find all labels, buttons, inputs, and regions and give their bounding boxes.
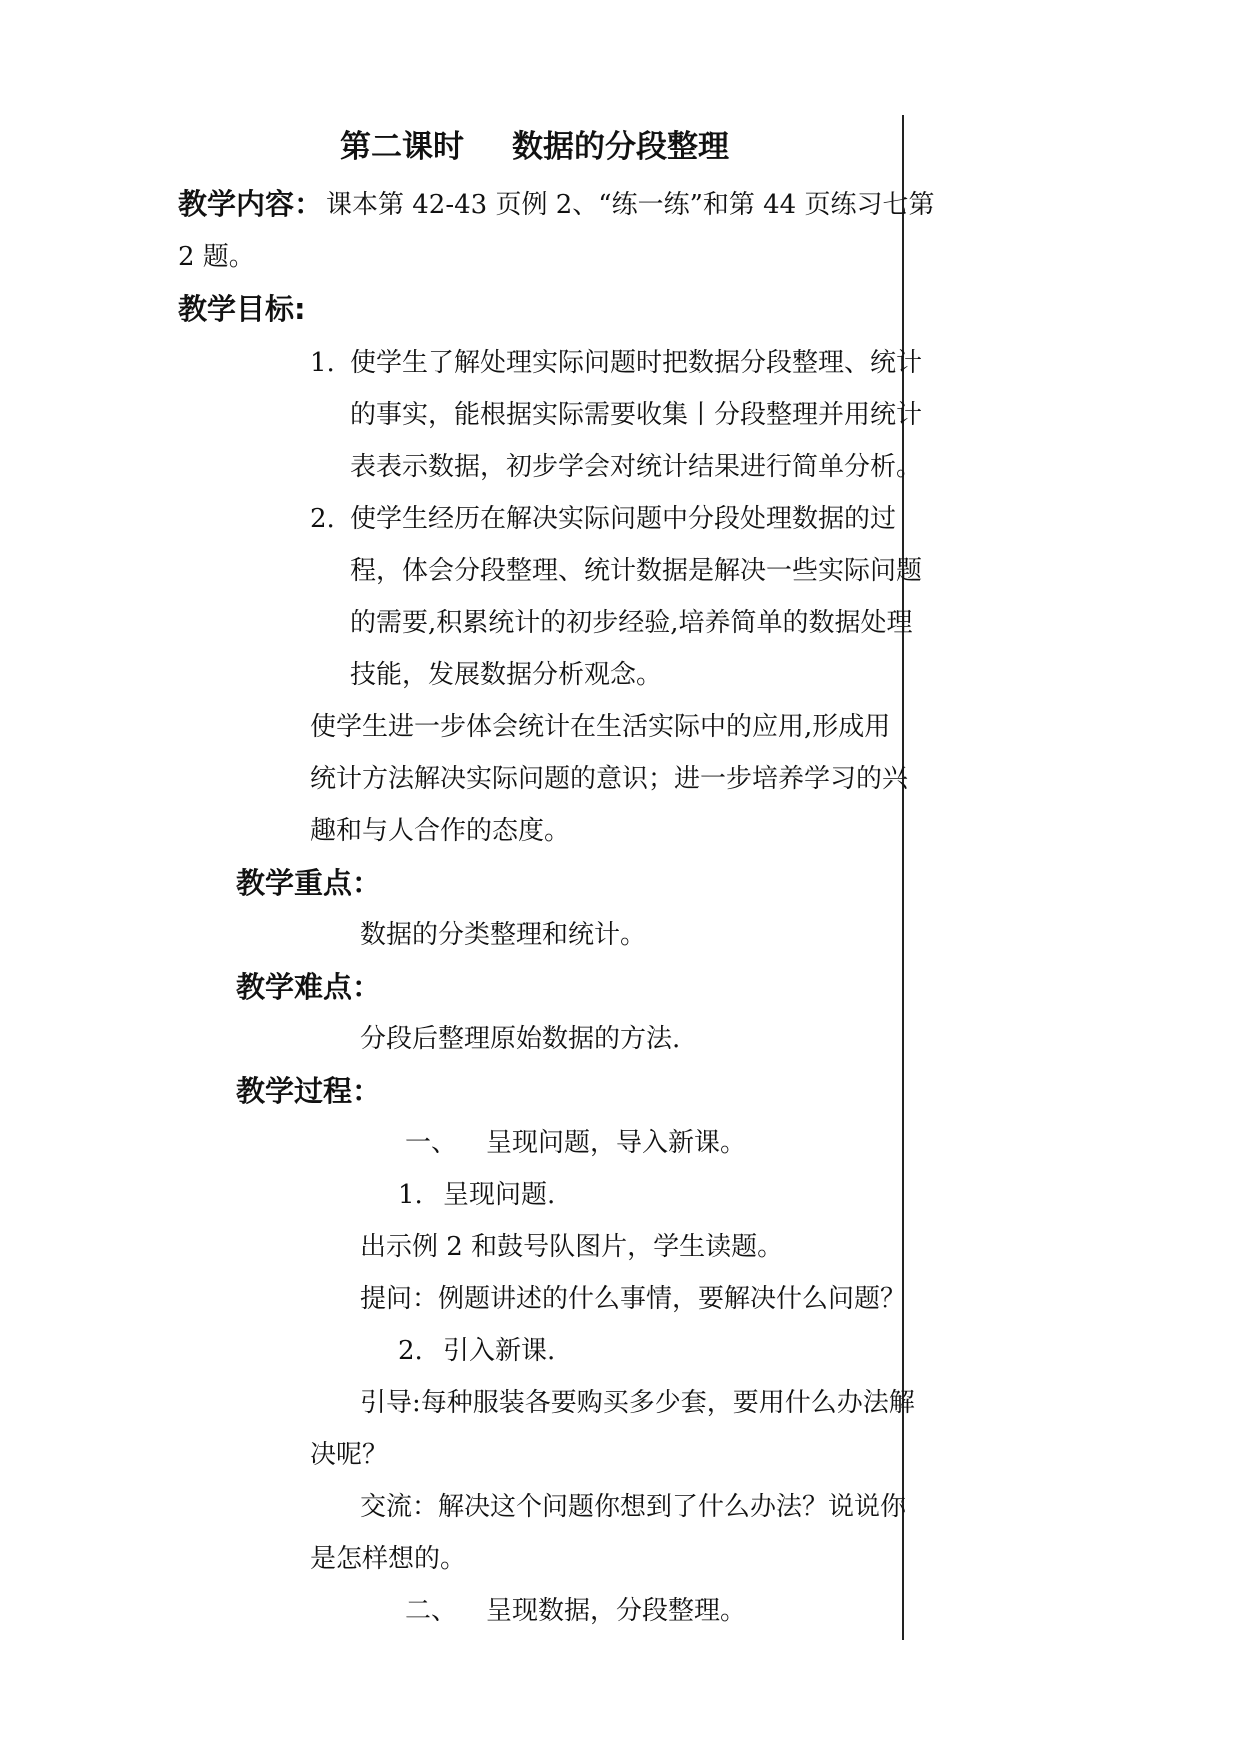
difficulty-text: 分段后整理原始数据的方法. — [360, 1024, 681, 1054]
difficulty-label: 教学难点： — [236, 970, 382, 1004]
guide-line-2: 决呢？ — [310, 1440, 389, 1470]
key-point-text: 数据的分类整理和统计。 — [360, 920, 647, 950]
goal-1-number: 1. — [310, 348, 335, 378]
goal-2-line-3: 的需要,积累统计的初步经验,培养简单的数据处理 — [350, 608, 913, 638]
section-1-number: 一、 — [405, 1128, 458, 1158]
page-title-part2: 数据的分段整理 — [512, 129, 729, 165]
section-2-title: 呈现数据，分段整理。 — [486, 1596, 747, 1626]
content-line-1: 课本第 42-43 页例 2、“练一练”和第 44 页练习七第 — [326, 190, 935, 220]
step-2-title: 引入新课. — [443, 1336, 556, 1366]
step-1-line-1: 出示例 2 和鼓号队图片，学生读题。 — [360, 1232, 784, 1262]
guide-line-1: 引导:每种服装各要购买多少套，要用什么办法解 — [360, 1388, 915, 1418]
goal-2-line-1: 使学生经历在解决实际问题中分段处理数据的过 — [350, 504, 897, 534]
goals-para-line-1: 使学生进一步体会统计在生活实际中的应用,形成用 — [310, 712, 891, 742]
section-1-title: 呈现问题，导入新课。 — [486, 1128, 747, 1158]
goals-para-line-3: 趣和与人合作的态度。 — [310, 816, 571, 846]
exchange-line-2: 是怎样想的。 — [310, 1544, 467, 1574]
section-2-number: 二、 — [405, 1596, 458, 1626]
content-line-2: 2 题。 — [178, 242, 255, 272]
exchange-line-1: 交流：解决这个问题你想到了什么办法？说说你 — [360, 1492, 907, 1522]
goal-1-line-3: 表表示数据，初步学会对统计结果进行简单分析。 — [350, 452, 923, 482]
goal-1-line-2: 的事实，能根据实际需要收集丨分段整理并用统计 — [350, 400, 923, 430]
goal-2-line-2: 程，体会分段整理、统计数据是解决一些实际问题 — [350, 556, 923, 586]
goal-2-number: 2. — [310, 504, 335, 534]
page-title-part1: 第二课时 — [340, 129, 464, 165]
goal-1-line-1: 使学生了解处理实际问题时把数据分段整理、统计 — [350, 348, 923, 378]
process-label: 教学过程： — [236, 1074, 382, 1108]
step-1-number: 1. — [398, 1180, 423, 1210]
step-1-line-2: 提问：例题讲述的什么事情，要解决什么问题？ — [360, 1284, 907, 1314]
goals-para-line-2: 统计方法解决实际问题的意识；进一步培养学习的兴 — [310, 764, 909, 794]
step-2-number: 2. — [398, 1336, 423, 1366]
content-label: 教学内容： — [178, 187, 324, 221]
goals-label: 教学目标: — [178, 292, 306, 326]
step-1-title: 呈现问题. — [443, 1180, 556, 1210]
goal-2-line-4: 技能，发展数据分析观念。 — [350, 660, 663, 690]
key-point-label: 教学重点： — [236, 866, 382, 900]
